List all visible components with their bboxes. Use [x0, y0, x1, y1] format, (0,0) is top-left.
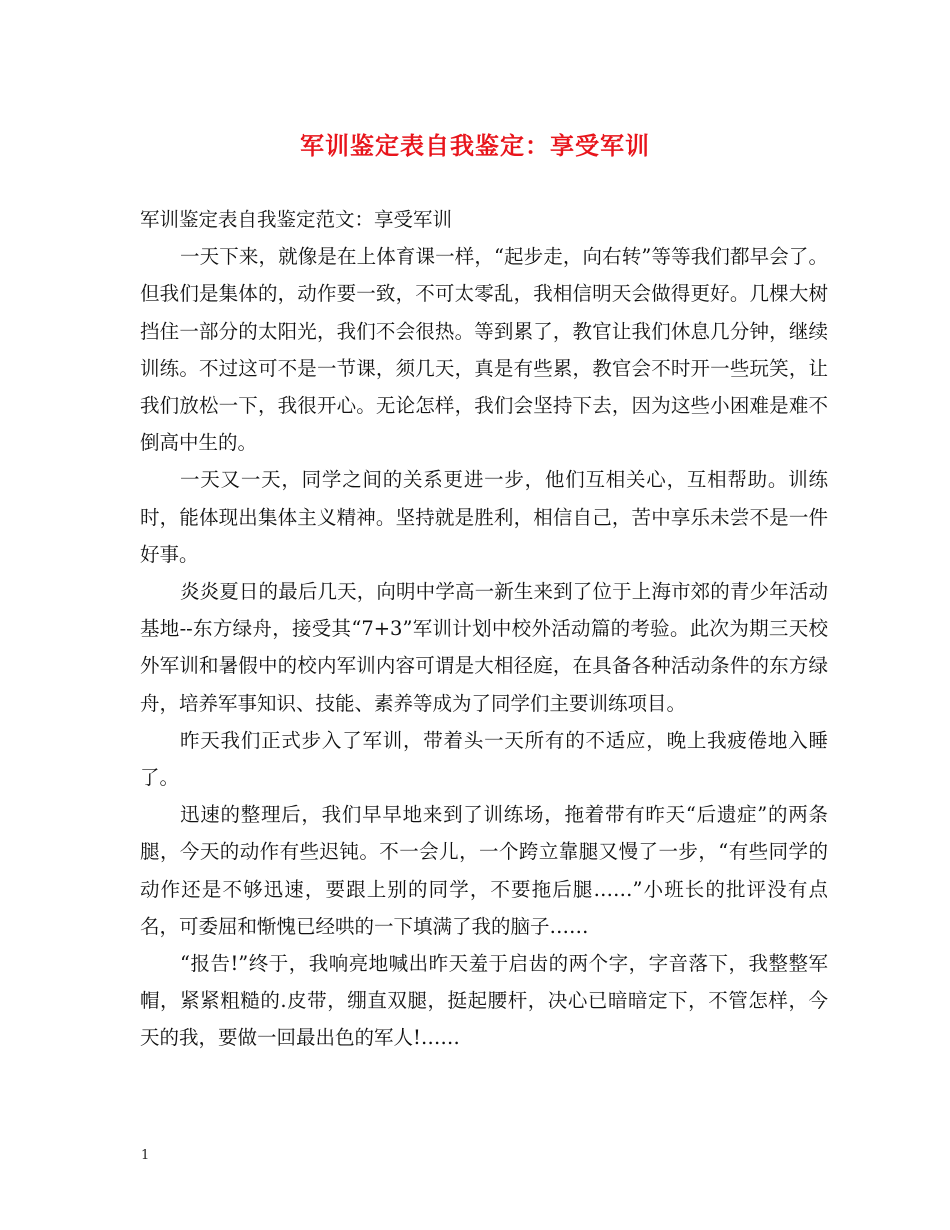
page-number: 1 — [141, 1148, 150, 1163]
document-subtitle: 军训鉴定表自我鉴定范文：享受军训 — [140, 208, 453, 231]
paragraph-6: “报告!”终于，我响亮地喊出昨天羞于启齿的两个字，字音落下，我整整军帽，紧紧粗糙的.皮带，绷直双腿，挺起腰杆，决心已暗暗定下，不管怎样，今天的我，要做一回最出色的军人!…… — [140, 952, 828, 1050]
document-title: 军训鉴定表自我鉴定：享受军训 — [300, 131, 650, 160]
paragraph-4: 昨天我们正式步入了军训，带着头一天所有的不适应，晚上我疲倦地入睡了。 — [140, 728, 828, 790]
paragraph-1: 一天下来，就像是在上体育课一样，“起步走，向右转”等等我们都早会了。但我们是集体的，动作要一致，不可太零乱，我相信明天会做得更好。几棵大树挡住一部分的太阳光，我们不会很热。等到累了，教官让我们休息几分钟，继续训练。不过这可不是一节课，须几天，真是有些累，教官会不时开一些玩笑，让我们放松一下，我很开心。无论怎样，我们会坚持下去，因为这些小困难是难不倒高中生的。 — [140, 245, 828, 455]
paragraph-3: 炎炎夏日的最后几天，向明中学高一新生来到了位于上海市郊的青少年活动基地--东方绿舟，接受其“7+3”军训计划中校外活动篇的考验。此次为期三天校外军训和暑假中的校内军训内容可谓是大相径庭，在具备各种活动条件的东方绿舟，培养军事知识、技能、素养等成为了同学们主要训练项目。 — [140, 580, 828, 715]
paragraph-5: 迅速的整理后，我们早早地来到了训练场，拖着带有昨天“后遗症”的两条腿，今天的动作有些迟钝。不一会儿，一个跨立靠腿又慢了一步，“有些同学的动作还是不够迅速，要跟上别的同学，不要拖后腿……”小班长的批评没有点名，可委屈和惭愧已经哄的一下填满了我的脑子…… — [140, 803, 828, 938]
document-body — [140, 201, 828, 1057]
paragraph-2: 一天又一天，同学之间的关系更进一步，他们互相关心，互相帮助。训练时，能体现出集体主义精神。坚持就是胜利，相信自己，苦中享乐未尝不是一件好事。 — [140, 468, 828, 566]
